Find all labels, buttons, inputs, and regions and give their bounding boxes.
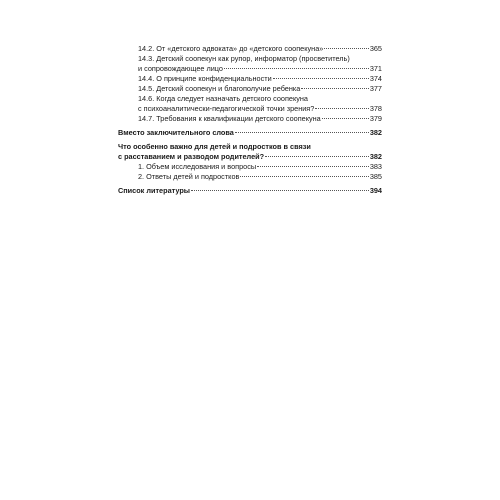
dot-leader [257,166,369,167]
toc-entry-title: Что особенно важно для детей и подростков в связи [118,142,311,151]
toc-entry-page: 385 [369,172,382,181]
table-of-contents [118,44,382,196]
dot-leader [315,108,368,109]
dot-leader [301,88,369,89]
toc-entry [118,84,382,94]
toc-entry-title: 1. Объем исследования и вопросы [138,162,257,171]
toc-entry-title: 14.7. Требования к квалификации детского соопекуна [138,114,321,123]
toc-entry-chapter [118,128,382,138]
toc-entry-page: 382 [369,128,382,137]
toc-entry [118,94,382,114]
toc-entry [118,44,382,54]
toc-entry-chapter [118,186,382,196]
dot-leader [273,78,369,79]
toc-entry-title: с психоаналитически-педагогической точки зрения? [138,104,315,113]
dot-leader [322,118,369,119]
toc-entry-page: 378 [369,104,382,113]
toc-entry-page: 374 [369,74,382,83]
toc-entry-page: 382 [369,152,382,161]
dot-leader [265,156,369,157]
toc-entry-title: и сопровождающее лицо [138,64,223,73]
toc-entry-title: Список литературы [118,186,191,195]
toc-entry-title: 14.6. Когда следует назначать детского соопекуна [138,94,308,103]
toc-entry-page: 379 [369,114,382,123]
dot-leader [235,132,369,133]
toc-entry-page: 377 [369,84,382,93]
toc-entry-page: 365 [369,44,382,53]
dot-leader [224,68,369,69]
dot-leader [240,176,368,177]
dot-leader [324,48,369,49]
toc-entry-chapter [118,142,382,162]
toc-entry-title: 14.5. Детский соопекун и благополучие ребенка [138,84,301,93]
toc-entry-title: Вместо заключительного слова [118,128,234,137]
dot-leader [191,190,369,191]
toc-entry [118,54,382,74]
toc-entry-page: 371 [369,64,382,73]
toc-entry [118,74,382,84]
toc-entry [118,114,382,124]
toc-entry [118,172,382,182]
toc-entry-title: 14.2. От «детского адвоката» до «детского соопекуна» [138,44,324,53]
toc-entry-title: 2. Ответы детей и подростков [138,172,240,181]
toc-entry-page: 383 [369,162,382,171]
toc-entry [118,162,382,172]
toc-entry-title: с расставанием и разводом родителей? [118,152,265,161]
toc-entry-page: 394 [369,186,382,195]
toc-entry-title: 14.4. О принципе конфиденциальности [138,74,272,83]
toc-entry-title: 14.3. Детский соопекун как рупор, информатор (просветитель) [138,54,350,63]
